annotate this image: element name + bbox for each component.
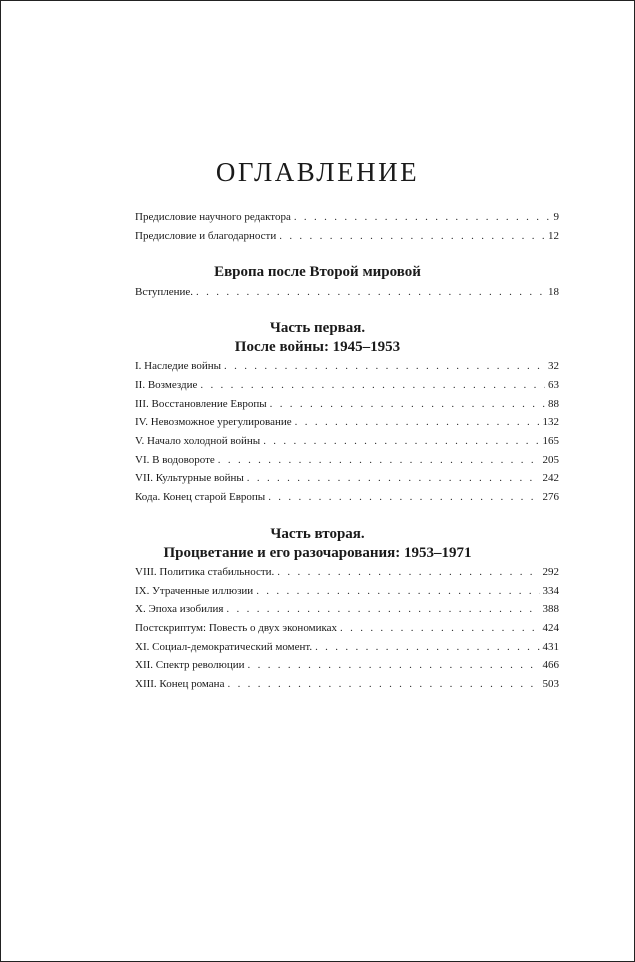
dot-leader [263, 433, 539, 449]
dot-leader [277, 564, 539, 580]
toc-entry[interactable] [135, 396, 559, 412]
dot-leader [218, 452, 540, 468]
toc-entry-page: 18 [548, 286, 559, 298]
toc-entry-page: 334 [542, 585, 559, 597]
toc-entry-page: 276 [542, 491, 559, 503]
toc-entry-page: 503 [542, 678, 559, 690]
dot-leader [315, 639, 539, 655]
toc-entry[interactable] [135, 564, 559, 580]
page-title: ОГЛАВЛЕНИЕ [215, 157, 420, 187]
dot-leader [340, 620, 539, 636]
toc-entry-page: 424 [542, 622, 559, 634]
toc-entry[interactable] [135, 470, 559, 486]
toc-entry[interactable] [135, 284, 559, 300]
toc-entry[interactable] [135, 377, 559, 393]
dot-leader [279, 228, 545, 244]
dot-leader [294, 209, 551, 225]
toc-entry-page: 32 [548, 360, 559, 372]
toc-entry[interactable] [135, 639, 559, 655]
toc-entry-page: 9 [553, 211, 559, 223]
toc-entry-label: II. Возмездие [135, 379, 198, 391]
dot-leader [247, 470, 540, 486]
dot-leader [248, 657, 540, 673]
toc-entry[interactable] [135, 433, 559, 449]
toc-entry-label: XIII. Конец романа [135, 678, 225, 690]
toc-entry-page: 88 [548, 398, 559, 410]
part-heading-line2: После войны: 1945–1953 [234, 339, 401, 355]
part-heading-line2: Процветание и его разочарования: 1953–1971 [163, 545, 472, 561]
toc-entry[interactable] [135, 358, 559, 374]
toc-entry-label: VII. Культурные войны [135, 472, 244, 484]
toc-entry[interactable] [135, 228, 559, 244]
toc-entry-label: IV. Невозможное урегулирование [135, 416, 292, 428]
toc-entry-label: VI. В водовороте [135, 454, 215, 466]
toc-entry-page: 132 [542, 416, 559, 428]
dot-leader [224, 358, 545, 374]
dot-leader [268, 489, 539, 505]
toc-entry-label: V. Начало холодной войны [135, 435, 261, 447]
toc-entry-label: Кода. Конец старой Европы [135, 491, 266, 503]
toc-entry-page: 205 [542, 454, 559, 466]
toc-entry-label: XI. Социал-демократический момент. [135, 641, 313, 653]
dot-leader [200, 377, 545, 393]
toc-entry-page: 466 [542, 659, 559, 671]
dot-leader [295, 414, 540, 430]
section-heading: Европа после Второй мировой [214, 264, 421, 280]
toc-entry[interactable] [135, 601, 559, 617]
toc-entry[interactable] [135, 489, 559, 505]
toc-entry[interactable] [135, 452, 559, 468]
toc-entry-label: I. Наследие войны [135, 360, 221, 372]
toc-entry-page: 12 [548, 230, 559, 242]
toc-entry-label: VIII. Политика стабильности. [135, 566, 275, 578]
toc-entry-label: XII. Спектр революции [135, 659, 245, 671]
toc-entry-label: Предисловие и благодарности [135, 230, 277, 242]
dot-leader [227, 676, 539, 692]
dot-leader [256, 583, 539, 599]
part-heading-line1: Часть первая. [269, 320, 366, 336]
toc-entry-page: 165 [542, 435, 559, 447]
toc-entry[interactable] [135, 583, 559, 599]
toc-entry-page: 242 [542, 472, 559, 484]
toc-entry-label: Предисловие научного редактора [135, 211, 291, 223]
toc-entry[interactable] [135, 620, 559, 636]
toc-entry[interactable] [135, 414, 559, 430]
toc-entry-label: X. Эпоха изобилия [135, 603, 224, 615]
toc-entry[interactable] [135, 676, 559, 692]
dot-leader [270, 396, 545, 412]
toc-entry-label: Вступление. [135, 286, 194, 298]
part-heading-line1: Часть вторая. [270, 526, 365, 542]
toc-entry-page: 388 [542, 603, 559, 615]
dot-leader [196, 284, 545, 300]
toc-entry-page: 431 [542, 641, 559, 653]
toc-entry-page: 63 [548, 379, 559, 391]
toc-entry-label: III. Восстановление Европы [135, 398, 267, 410]
toc-entry-label: IX. Утраченные иллюзии [135, 585, 254, 597]
toc-entry-label: Постскриптум: Повесть о двух экономиках [135, 622, 338, 634]
toc-entry[interactable] [135, 657, 559, 673]
toc-entry-page: 292 [542, 566, 559, 578]
toc-entry[interactable] [135, 209, 559, 225]
dot-leader [226, 601, 539, 617]
